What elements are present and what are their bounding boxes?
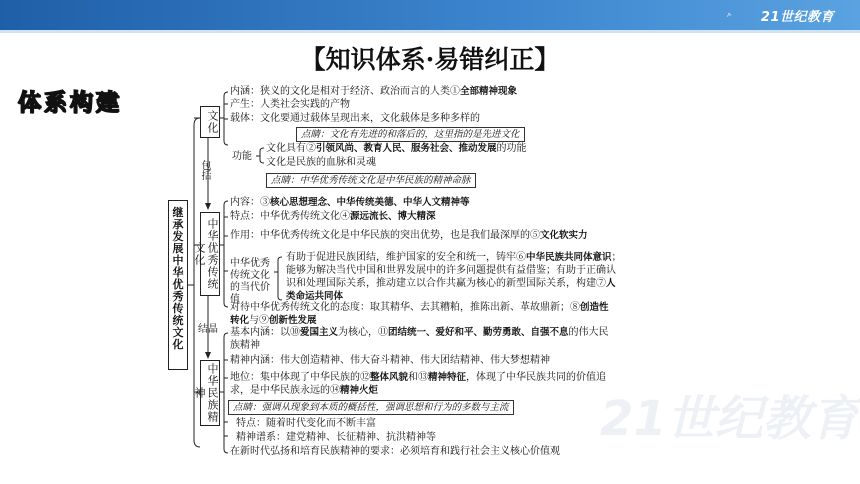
attitude-line-1: 对待中华优秀传统文化的态度：取其精华、去其糟粕，推陈出新、革故鼎新；⑧创造性: [230, 302, 609, 313]
spirit-line-2: 族精神: [230, 340, 260, 351]
traditional-line-1: 内容：③核心思想理念、中华传统美德、中华人文精神等: [230, 197, 470, 208]
culture-note-2: 点睛：中华优秀传统文化是中华民族的精神命脉: [266, 173, 476, 188]
label-crystallize: 结晶: [198, 324, 218, 335]
node-traditional-culture: 中华优秀传统文化: [200, 212, 220, 296]
spirit-line-1: 基本内涵：以⑩爱国主义为核心，⑪团结统一、爱好和平、勤劳勇敢、自强不息的伟大民: [230, 327, 609, 338]
spirit-line-3: 精神内涵：伟大创造精神、伟大奋斗精神、伟大团结精神、伟大梦想精神: [230, 355, 550, 366]
spirit-line-8: 在新时代弘扬和培育民族精神的要求：必须培育和践行社会主义核心价值观: [230, 446, 560, 457]
culture-line-1: 内涵：狭义的文化是相对于经济、政治而言的人类①全部精神现象: [230, 86, 518, 97]
logo-text: 21世纪教育: [760, 10, 834, 25]
function-label: 功能: [232, 151, 252, 162]
spirit-line-6: 特点：随着时代变化而不断丰富: [236, 418, 376, 429]
culture-line-2: 产生：人类社会实践的产物: [230, 99, 350, 110]
function-line-1: 文化具有②引领风尚、教育人民、服务社会、推动发展的功能: [266, 143, 527, 154]
value-line-2: 能够为解决当代中国和世界发展中的许多问题提供有益借鉴；有助于正确认: [286, 265, 616, 276]
attitude-line-2: 转化与⑨创新性发展: [230, 315, 317, 326]
value-label: 中华优秀传统文化的当代价值: [230, 258, 270, 305]
page-title: 【知识体系·易错纠正】: [300, 45, 560, 74]
value-line-1: 有助于促进民族团结，维护国家的安全和统一，铸牢⑥中华民族共同体意识；: [286, 252, 622, 263]
spirit-note: 点睛：强调从现象到本质的概括性，强调思想和行为的多数与主流: [228, 400, 514, 415]
value-line-4: 类命运共同体: [286, 291, 344, 302]
section-badge: 体系构建: [18, 89, 122, 116]
value-line-3: 识和处理国际关系，推动建立以合作共赢为核心的新型国际关系，构建⑦人: [286, 278, 616, 289]
traditional-line-2: 特点：中华优秀传统文化④源远流长、博大精深: [230, 211, 436, 222]
watermark: 21世纪教育: [600, 391, 859, 447]
culture-note-1: 点睛：文化有先进的和落后的，这里指的是先进文化: [296, 127, 525, 142]
node-culture: 文化: [200, 106, 220, 138]
node-national-spirit: 中华民族精神: [200, 360, 220, 426]
traditional-line-3: 作用：中华优秀传统文化是中华民族的突出优势，也是我们最深厚的⑤文化软实力: [230, 230, 588, 241]
spirit-line-7: 精神谱系：建党精神、长征精神、抗洪精神等: [236, 432, 436, 443]
spirit-line-4: 地位：集中体现了中华民族的⑫整体风貌和⑬精神特征，体现了中华民族共同的价值追: [230, 372, 607, 383]
function-line-2: 文化是民族的血脉和灵魂: [266, 157, 376, 168]
main-topic-node: 继承发展中华优秀传统文化: [168, 200, 188, 370]
label-include: 包括: [199, 160, 210, 180]
culture-line-3: 载体：文化要通过载体呈现出来，文化载体是多种多样的: [230, 113, 480, 124]
spirit-line-5: 求，是中华民族永远的⑭精神火炬: [230, 385, 379, 396]
